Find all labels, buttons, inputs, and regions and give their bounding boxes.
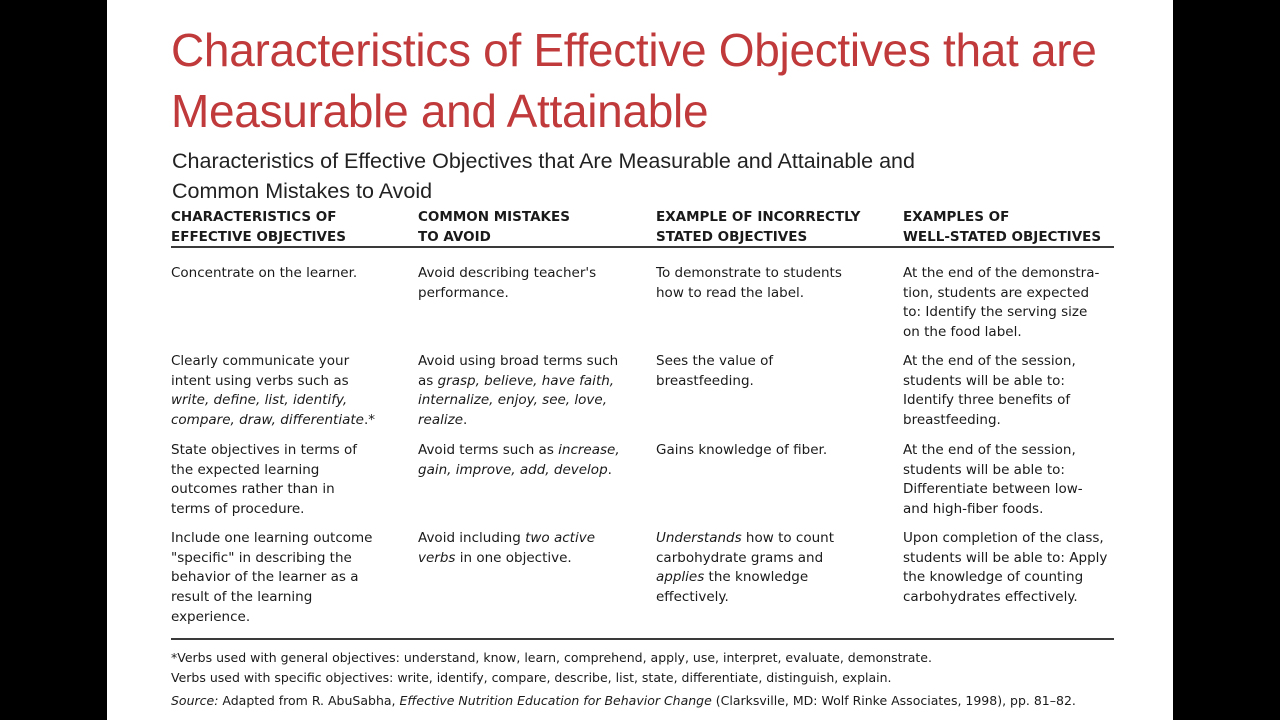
footer-rule <box>171 638 1114 640</box>
column-header-characteristics: CHARACTERISTICS OF EFFECTIVE OBJECTIVES <box>171 209 346 245</box>
table-cell: At the end of the demonstra- tion, students are expected to: Identify the serving size on the food label. <box>903 265 1100 341</box>
footnote-specific-verbs: Verbs used with specific objectives: write, identify, compare, describe, list, state, differentiate, distinguish, explain. <box>171 670 892 685</box>
table-cell: To demonstrate to students how to read the label. <box>656 265 842 301</box>
column-header-incorrect-examples: EXAMPLE OF INCORRECTLY STATED OBJECTIVES <box>656 209 861 245</box>
table-cell: Avoid using broad terms such as grasp, believe, have faith, internalize, enjoy, see, love, realize. <box>418 353 619 429</box>
table-cell: State objectives in terms of the expected learning outcomes rather than in terms of procedure. <box>171 442 357 518</box>
table-cell: At the end of the session, students will be able to: Identify three benefits of breastfeeding. <box>903 353 1076 429</box>
table-cell: Gains knowledge of fiber. <box>656 442 828 458</box>
table-cell: Concentrate on the learner. <box>171 265 358 281</box>
header-rule <box>171 246 1114 248</box>
slide-title: Characteristics of Effective Objectives that are Measurable and Attainable <box>171 24 1097 137</box>
table-caption: Characteristics of Effective Objectives that Are Measurable and Attainable and Common Mistakes to Avoid <box>172 149 915 203</box>
column-header-well-stated-examples: EXAMPLES OF WELL-STATED OBJECTIVES <box>903 209 1102 245</box>
column-header-common-mistakes: COMMON MISTAKES TO AVOID <box>418 209 570 245</box>
source-citation: Source: Adapted from R. AbuSabha, Effective Nutrition Education for Behavior Change (Clarksville, MD: Wolf Rinke Associates, 1998), pp. 81–82. <box>171 693 1076 708</box>
footnote-general-verbs: *Verbs used with general objectives: understand, know, learn, comprehend, apply, use, interpret, evaluate, demonstrate. <box>171 650 932 665</box>
table-cell: At the end of the session, students will be able to: Differentiate between low- and high-fiber foods. <box>903 442 1083 518</box>
table-cell: Upon completion of the class, students will be able to: Apply the knowledge of counting carbohydrates effectively. <box>903 530 1108 606</box>
table-cell: Include one learning outcome "specific" in describing the behavior of the learner as a result of the learning experience. <box>171 530 373 625</box>
table-cell: Avoid including two active verbs in one objective. <box>418 530 595 566</box>
table-cell: Clearly communicate your intent using verbs such as write, define, list, identify, compare, draw, differentiate.* <box>171 353 376 429</box>
table-cell: Avoid terms such as increase, gain, improve, add, develop. <box>418 442 620 478</box>
table-cell: Avoid describing teacher's performance. <box>418 265 597 301</box>
table-cell: Understands how to count carbohydrate grams and applies the knowledge effectively. <box>656 530 834 606</box>
table-cell: Sees the value of breastfeeding. <box>656 353 774 389</box>
slide <box>107 0 1173 720</box>
